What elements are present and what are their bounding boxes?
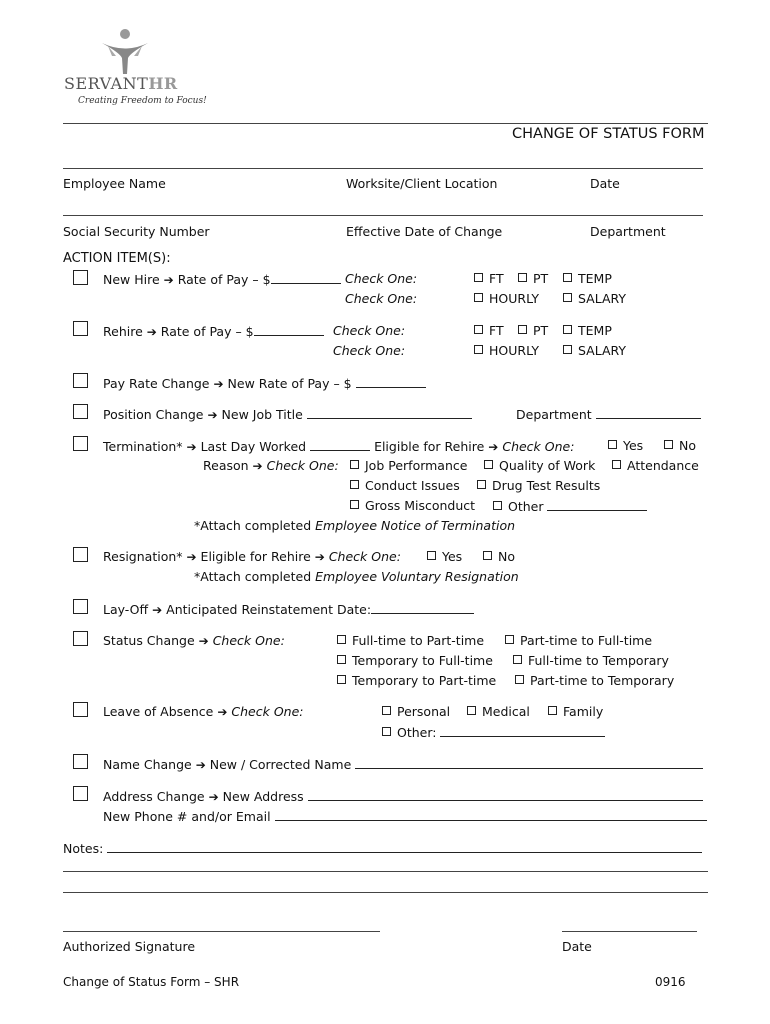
termination-attach-note: *Attach completed Employee Notice of Termination — [194, 518, 516, 533]
checkbox-icon — [664, 440, 673, 449]
termination-checkbox[interactable] — [73, 436, 88, 451]
arrow-icon: ➔ — [213, 377, 224, 391]
layoff-line: Lay-Off ➔ Anticipated Reinstatement Date: — [103, 601, 474, 617]
position-label: Position Change — [103, 407, 204, 422]
new-hire-check-one-2: Check One: — [345, 291, 418, 306]
checkbox-icon — [382, 727, 391, 736]
layoff-label: Lay-Off — [103, 602, 149, 617]
checkbox-icon — [382, 706, 391, 715]
signature-date-label: Date — [562, 939, 592, 954]
checkbox-icon — [493, 501, 502, 510]
name-change-label: Name Change — [103, 757, 192, 772]
checkbox-icon — [427, 551, 436, 560]
resignation-line: Resignation* ➔ Eligible for Rehire ➔ Check One: — [103, 549, 401, 564]
position-change-checkbox[interactable] — [73, 404, 88, 419]
rehire-pt[interactable]: PT — [518, 323, 548, 338]
address-change-checkbox[interactable] — [73, 786, 88, 801]
company-logo — [64, 26, 207, 110]
reason-conduct-issues[interactable]: Conduct Issues — [350, 478, 460, 493]
rehire-ft[interactable]: FT — [474, 323, 504, 338]
name-change-checkbox[interactable] — [73, 754, 88, 769]
checkbox-icon — [563, 345, 572, 354]
leave-of-absence-checkbox[interactable] — [73, 702, 88, 717]
logo-brand-suffix: HR — [148, 74, 178, 93]
status-pt-to-ft[interactable]: Part-time to Full-time — [505, 633, 652, 648]
resignation-no[interactable]: No — [483, 549, 515, 564]
date-label: Date — [590, 176, 620, 191]
arrow-icon: ➔ — [152, 603, 163, 617]
employee-name-label: Employee Name — [63, 176, 166, 191]
last-day-field[interactable] — [310, 438, 370, 451]
checkbox-icon — [337, 655, 346, 664]
rehire-line: Rehire ➔ Rate of Pay – $ — [103, 323, 324, 339]
address-change-line: Address Change ➔ New Address — [103, 788, 703, 804]
arrow-icon: ➔ — [195, 758, 206, 772]
checkbox-icon — [548, 706, 557, 715]
status-change-line: Status Change ➔ Check One: — [103, 633, 285, 648]
new-hire-line: New Hire ➔ Rate of Pay – $ — [103, 271, 341, 287]
status-ft-to-temp[interactable]: Full-time to Temporary — [513, 653, 669, 668]
loa-other-field[interactable] — [440, 724, 605, 737]
status-change-checkbox[interactable] — [73, 631, 88, 646]
termination-no[interactable]: No — [664, 438, 696, 453]
signature-label: Authorized Signature — [63, 939, 196, 954]
notes-label: Notes — [63, 841, 100, 856]
checkbox-icon — [612, 460, 621, 469]
reason-attendance[interactable]: Attendance — [612, 458, 699, 473]
arrow-icon: ➔ — [488, 440, 499, 454]
reason-other-field[interactable] — [547, 498, 647, 511]
new-phone-email-field[interactable] — [275, 808, 707, 821]
action-items-heading: ACTION ITEM(S): — [63, 251, 171, 266]
status-ft-to-pt[interactable]: Full-time to Part-time — [337, 633, 484, 648]
new-job-title-field[interactable] — [307, 406, 472, 419]
status-pt-to-temp[interactable]: Part-time to Temporary — [515, 673, 674, 688]
notes-field[interactable] — [107, 840, 702, 853]
loa-label: Leave of Absence — [103, 704, 214, 719]
checkbox-icon — [337, 635, 346, 644]
new-hire-label: New Hire — [103, 272, 160, 287]
notes-line: Notes: — [63, 840, 702, 856]
reason-quality-of-work[interactable]: Quality of Work — [484, 458, 595, 473]
new-hire-ft[interactable]: FT — [474, 271, 504, 286]
signature-date-line[interactable] — [562, 931, 697, 932]
rehire-check-one: Check One: — [333, 323, 406, 338]
status-change-label: Status Change — [103, 633, 195, 648]
arrow-icon: ➔ — [146, 325, 157, 339]
pay-rate-line: Pay Rate Change ➔ New Rate of Pay – $ — [103, 375, 426, 391]
resignation-checkbox[interactable] — [73, 547, 88, 562]
new-hire-checkbox[interactable] — [73, 270, 88, 285]
reason-job-performance[interactable]: Job Performance — [350, 458, 467, 473]
loa-personal[interactable]: Personal — [382, 704, 450, 719]
rehire-checkbox[interactable] — [73, 321, 88, 336]
new-hire-pt[interactable]: PT — [518, 271, 548, 286]
notes-line-3[interactable] — [63, 892, 708, 893]
new-hire-rate-field[interactable] — [271, 271, 341, 284]
status-temp-to-ft[interactable]: Temporary to Full-time — [337, 653, 493, 668]
loa-medical[interactable]: Medical — [467, 704, 530, 719]
new-hire-check-one: Check One: — [345, 271, 418, 286]
checkbox-icon — [474, 273, 483, 282]
resignation-label: Resignation* — [103, 549, 183, 564]
reason-gross-misconduct[interactable]: Gross Misconduct — [350, 498, 475, 513]
new-phone-line: New Phone # and/or Email — [103, 808, 707, 824]
checkbox-icon — [518, 325, 527, 334]
checkbox-icon — [563, 273, 572, 282]
notes-line-2[interactable] — [63, 871, 708, 872]
arrow-icon: ➔ — [252, 459, 263, 473]
ssn-label: Social Security Number — [63, 224, 210, 239]
arrow-icon: ➔ — [198, 634, 209, 648]
status-temp-to-pt[interactable]: Temporary to Part-time — [337, 673, 496, 688]
checkbox-icon — [474, 325, 483, 334]
arrow-icon: ➔ — [207, 408, 218, 422]
resignation-yes[interactable]: Yes — [427, 549, 462, 564]
checkbox-icon — [477, 480, 486, 489]
layoff-checkbox[interactable] — [73, 599, 88, 614]
checkbox-icon — [467, 706, 476, 715]
rehire-hourly[interactable]: HOURLY — [474, 343, 539, 358]
reason-drug-test[interactable]: Drug Test Results — [477, 478, 600, 493]
loa-line: Leave of Absence ➔ Check One: — [103, 704, 304, 719]
pay-rate-checkbox[interactable] — [73, 373, 88, 388]
logo-tagline: Creating Freedom to Focus! — [78, 96, 207, 106]
arrow-icon: ➔ — [217, 705, 228, 719]
termination-line: Termination* ➔ Last Day Worked Eligible for Rehire ➔ Check One: — [103, 439, 575, 454]
rehire-label: Rehire — [103, 324, 143, 339]
pay-rate-field[interactable] — [356, 375, 426, 388]
effective-date-label: Effective Date of Change — [346, 224, 503, 239]
termination-yes[interactable]: Yes — [608, 438, 643, 453]
address-change-label: Address Change — [103, 789, 205, 804]
footer-form-code: 0916 — [655, 975, 686, 989]
checkbox-icon — [563, 293, 572, 302]
checkbox-icon — [350, 500, 359, 509]
form-title: CHANGE OF STATUS FORM — [512, 126, 705, 142]
arrow-icon: ➔ — [186, 440, 197, 454]
checkbox-icon — [350, 480, 359, 489]
rehire-rate-field[interactable] — [254, 323, 324, 336]
checkbox-icon — [350, 460, 359, 469]
checkbox-icon — [608, 440, 617, 449]
resignation-attach-note: *Attach completed Employee Voluntary Resignation — [194, 569, 519, 584]
rehire-salary[interactable]: SALARY — [563, 343, 626, 358]
termination-reason: Reason ➔ Check One: — [203, 458, 339, 473]
checkbox-icon — [474, 293, 483, 302]
arrow-icon: ➔ — [163, 273, 174, 287]
new-address-field[interactable] — [308, 788, 703, 801]
footer-form-name: Change of Status Form – SHR — [63, 975, 240, 989]
arrow-icon: ➔ — [186, 550, 197, 564]
new-hire-hourly[interactable]: HOURLY — [474, 291, 539, 306]
arrow-icon: ➔ — [314, 550, 325, 564]
corrected-name-field[interactable] — [355, 756, 703, 769]
position-dept: Department — [516, 406, 701, 422]
loa-family[interactable]: Family — [548, 704, 603, 719]
position-line: Position Change ➔ New Job Title — [103, 406, 472, 422]
logo-brand: SERVANT — [64, 74, 149, 93]
checkbox-icon — [484, 460, 493, 469]
title-rule — [63, 123, 708, 124]
new-hire-salary[interactable]: SALARY — [563, 291, 626, 306]
checkbox-icon — [515, 675, 524, 684]
termination-label: Termination* — [103, 439, 183, 454]
checkbox-icon — [474, 345, 483, 354]
pay-rate-label: Pay Rate Change — [103, 376, 210, 391]
arrow-icon: ➔ — [208, 790, 219, 804]
checkbox-icon — [513, 655, 522, 664]
reinstatement-date-field[interactable] — [371, 601, 474, 614]
name-change-line: Name Change ➔ New / Corrected Name — [103, 756, 703, 772]
loa-other[interactable]: Other: — [382, 724, 605, 740]
checkbox-icon — [563, 325, 572, 334]
department-label: Department — [590, 224, 666, 239]
rehire-check-one-2: Check One: — [333, 343, 406, 358]
servant-figure-icon — [64, 26, 204, 78]
checkbox-icon — [518, 273, 527, 282]
worksite-label: Worksite/Client Location — [346, 176, 498, 191]
employee-info-line[interactable] — [63, 168, 703, 169]
new-hire-temp[interactable]: TEMP — [563, 271, 612, 286]
reason-other[interactable]: Other — [493, 498, 647, 514]
checkbox-icon — [337, 675, 346, 684]
rehire-temp[interactable]: TEMP — [563, 323, 612, 338]
checkbox-icon — [483, 551, 492, 560]
position-dept-field[interactable] — [596, 406, 701, 419]
ssn-info-line[interactable] — [63, 215, 703, 216]
signature-line[interactable] — [63, 931, 380, 932]
checkbox-icon — [505, 635, 514, 644]
